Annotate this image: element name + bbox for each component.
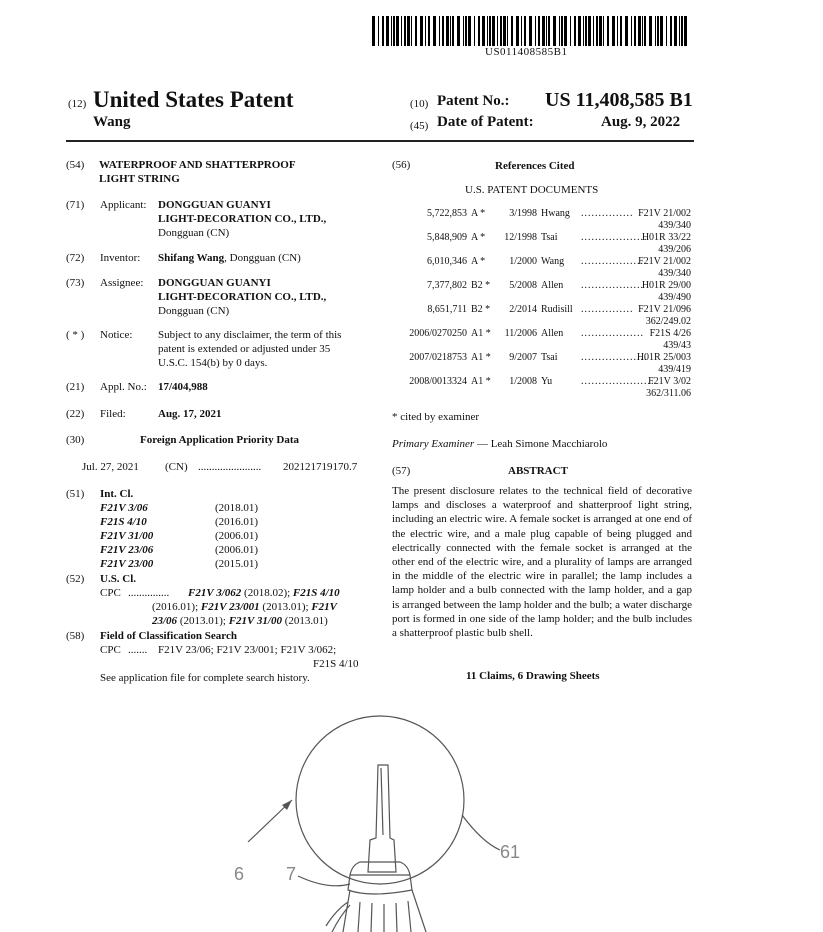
- ref-class: F21S 4/26: [649, 328, 691, 339]
- bulb-neck: [350, 862, 410, 875]
- ref-date: 2/2014: [509, 304, 537, 315]
- ref-kind: A1 *: [471, 352, 491, 363]
- barcode-bar: [404, 16, 406, 46]
- ref-row: [395, 232, 691, 256]
- patent-date: Aug. 9, 2022: [601, 114, 681, 130]
- ref-date: 1/2008: [509, 376, 537, 387]
- ref-date: 1/2000: [509, 256, 537, 267]
- foreign-country: (CN): [165, 461, 188, 473]
- foreign-no: 202121719170.7: [283, 461, 358, 473]
- barcode-bar: [433, 16, 436, 46]
- barcode-bar: [450, 16, 451, 46]
- barcode: [372, 16, 692, 46]
- ref-class-us: 439/43: [663, 340, 691, 351]
- filed-code: (22): [66, 408, 85, 420]
- ref-class-us: 439/340: [658, 220, 691, 231]
- ref-date: 9/2007: [509, 352, 537, 363]
- patent-no: US 11,408,585 B1: [545, 89, 693, 111]
- notice-line2: patent is extended or adjusted under 35: [158, 343, 331, 355]
- barcode-bar: [570, 16, 571, 46]
- assignee-line3: Dongguan (CN): [158, 305, 230, 317]
- header-rule: [66, 140, 694, 142]
- barcode-bar: [634, 16, 636, 46]
- abstract-heading: ABSTRACT: [508, 465, 568, 477]
- inventor-label: Inventor:: [100, 252, 141, 264]
- barcode-bar: [411, 16, 412, 46]
- barcode-bar: [500, 16, 502, 46]
- barcode-bar: [603, 16, 604, 46]
- barcode-bar: [382, 16, 384, 46]
- cpc-class: F21V 3/062: [188, 587, 242, 599]
- barcode-bar: [542, 16, 545, 46]
- field-cpc-label: CPC: [100, 644, 121, 656]
- barcode-bar: [529, 16, 532, 46]
- ref-row: [395, 352, 691, 376]
- inventor-short: Wang: [93, 114, 131, 130]
- ref-dots: ...............: [581, 304, 634, 315]
- patent-type: United States Patent: [93, 87, 294, 112]
- ref-number: 2007/0218753: [409, 352, 467, 363]
- appl-label: Appl. No.:: [100, 381, 147, 393]
- ref-dots: ...............: [581, 208, 634, 219]
- intcl-year: (2015.01): [215, 558, 259, 570]
- barcode-bar: [378, 16, 379, 46]
- ref-kind: A *: [471, 232, 486, 243]
- ref-number: 7,377,802: [427, 280, 467, 291]
- barcode-bar: [489, 16, 491, 46]
- barcode-bar: [617, 16, 618, 46]
- intcl-class: F21V 23/06: [100, 544, 154, 556]
- ref-class-us: 362/249.02: [645, 316, 691, 327]
- barcode-bar: [465, 16, 467, 46]
- barcode-bar: [478, 16, 480, 46]
- barcode-bar: [588, 16, 591, 46]
- ref-class-us: 439/206: [658, 244, 691, 255]
- inventor-place: , Dongguan (CN): [224, 252, 301, 264]
- ref-date: 5/2008: [509, 280, 537, 291]
- bulb-shell: [296, 716, 464, 884]
- ref-class-us: 439/490: [658, 292, 691, 303]
- examiner-line: [392, 437, 607, 451]
- barcode-bar: [625, 16, 628, 46]
- barcode-bar: [638, 16, 641, 46]
- barcode-bar: [583, 16, 584, 46]
- barcode-bar: [482, 16, 485, 46]
- barcode-bar: [420, 16, 423, 46]
- barcode-bar: [620, 16, 622, 46]
- foreign-dots: .......................: [198, 461, 262, 473]
- applicant-label: Applicant:: [100, 199, 147, 211]
- examiner-name: — Leah Simone Macchiarolo: [474, 438, 608, 450]
- applicant-line2: LIGHT-DECORATION CO., LTD.,: [158, 213, 327, 225]
- appl-code: (21): [66, 381, 85, 393]
- title-line2: LIGHT STRING: [99, 173, 180, 185]
- inventor-name: Shifang Wang: [158, 252, 225, 264]
- uscl-heading: U.S. Cl.: [100, 573, 137, 585]
- ref-name: Allen: [541, 280, 564, 291]
- ref-class: H01R 29/00: [641, 280, 691, 291]
- inventor-code: (72): [66, 252, 85, 264]
- barcode-bar: [612, 16, 615, 46]
- barcode-bar: [649, 16, 652, 46]
- date-code: (45): [410, 120, 429, 132]
- cited-by-examiner: * cited by examiner: [392, 411, 480, 423]
- ref-kind: B2 *: [471, 304, 491, 315]
- applicant-line3: Dongguan (CN): [158, 227, 230, 239]
- ref-name: Rudisill: [541, 304, 573, 315]
- ref-number: 5,848,909: [427, 232, 467, 243]
- cpc-class: F21V 23/001: [200, 601, 260, 613]
- ref-number: 2008/0013324: [409, 376, 467, 387]
- barcode-bar: [442, 16, 444, 46]
- barcode-bar: [468, 16, 471, 46]
- claims-sheets: 11 Claims, 6 Drawing Sheets: [466, 670, 600, 682]
- cpc-year: (2018.02);: [241, 587, 293, 599]
- barcode-bar: [457, 16, 460, 46]
- cpc-dots: ...............: [128, 587, 170, 599]
- notice-code: ( * ): [66, 329, 85, 341]
- ref-dots: ..................: [581, 328, 644, 339]
- ref-name: Tsai: [541, 232, 558, 243]
- patent-no-code: (10): [410, 98, 429, 110]
- inventor-line: [158, 251, 301, 265]
- field-dots: .......: [128, 644, 148, 656]
- ref-class: F21V 21/002: [638, 208, 691, 219]
- barcode-bar: [463, 16, 464, 46]
- ref-class: F21V 21/096: [638, 304, 691, 315]
- intcl-year: (2018.01): [215, 502, 259, 514]
- ref-number: 8,651,711: [427, 304, 467, 315]
- abstract-text: The present disclosure relates to the technical field of decorative lamps and discloses a waterproof and shatterproof light string, including an electric wire. A female socket is arranged at one end of the electric wire, and a male plug capable of being plugged and electrically connected with the female socket is arranged at the other end of the electric wire, and a plurality of lamps are arranged in the middle of the electric wire in parallel; the lamp includes a lamp holder and a bulb connected with the lamp holder, and a gap is arranged between the lamp holder and the bulb; a water discharge port is formed in one side of the lamp holder; and the bulb includes a shatterproof plastic bulb shell.: [392, 485, 692, 640]
- barcode-text: US011408585B1: [485, 46, 568, 58]
- examiner-label: Primary Examiner: [392, 438, 475, 450]
- abstract-code: (57): [392, 465, 411, 477]
- lead-61: [462, 815, 500, 850]
- ref-number: 6,010,346: [427, 256, 467, 267]
- barcode-bar: [655, 16, 656, 46]
- barcode-bar: [657, 16, 659, 46]
- ref-row: [395, 256, 691, 280]
- barcode-bar: [548, 16, 550, 46]
- foreign-code: (30): [66, 434, 85, 446]
- barcode-bar: [386, 16, 389, 46]
- ref-kind: A1 *: [471, 376, 491, 387]
- cpc-line2: [152, 600, 337, 614]
- date-label: Date of Patent:: [437, 114, 534, 130]
- barcode-bar: [439, 16, 440, 46]
- barcode-bar: [564, 16, 567, 46]
- field-line1: F21V 23/06; F21V 23/001; F21V 3/062;: [158, 644, 337, 656]
- cpc-year: (2013.01);: [259, 601, 312, 613]
- barcode-bar: [428, 16, 430, 46]
- barcode-bar: [559, 16, 560, 46]
- notice-label: Notice:: [100, 329, 133, 341]
- barcode-bar: [578, 16, 581, 46]
- barcode-bar: [666, 16, 667, 46]
- barcode-bar: [503, 16, 506, 46]
- ref-dots: ..................: [581, 256, 644, 267]
- cpc-class: F21S 4/10: [292, 587, 340, 599]
- ref-date: 3/1998: [509, 208, 537, 219]
- ref-name: Wang: [541, 256, 565, 267]
- cpc-year: (2016.01);: [152, 601, 201, 613]
- ref-date: 11/2006: [504, 328, 537, 339]
- ref-row: [395, 304, 691, 328]
- intcl-class: F21V 31/00: [100, 530, 154, 542]
- intcl-class: F21V 23/00: [100, 558, 154, 570]
- type-code: (12): [68, 98, 87, 110]
- cpc-line1: [188, 586, 340, 600]
- filament-wire: [381, 768, 383, 835]
- ref-row: [395, 328, 691, 352]
- barcode-bar: [446, 16, 449, 46]
- applicant-code: (71): [66, 199, 85, 211]
- ref-class: H01R 33/22: [641, 232, 691, 243]
- ref-name: Hwang: [541, 208, 570, 219]
- barcode-bar: [596, 16, 598, 46]
- intcl-year: (2006.01): [215, 544, 259, 556]
- label-6: 6: [234, 864, 245, 884]
- patent-no-label: Patent No.:: [437, 93, 510, 109]
- barcode-bar: [553, 16, 556, 46]
- field-line2: F21S 4/10: [313, 658, 359, 670]
- refs-heading: References Cited: [495, 160, 575, 172]
- field-see: See application file for complete search history.: [100, 672, 310, 684]
- title-code: (54): [66, 159, 85, 171]
- ref-dots: .....................: [581, 376, 655, 387]
- ref-dots: ...................: [581, 232, 648, 243]
- ref-class: F21V 21/002: [638, 256, 691, 267]
- barcode-bar: [401, 16, 402, 46]
- ref-class: H01R 25/003: [636, 352, 691, 363]
- ref-kind: A *: [471, 208, 486, 219]
- lead-7: [298, 876, 350, 886]
- barcode-bar: [681, 16, 683, 46]
- ref-row: [395, 376, 691, 400]
- barcode-bar: [452, 16, 454, 46]
- barcode-bar: [521, 16, 522, 46]
- cpc-line3: [152, 614, 328, 628]
- ref-dots: ...................: [581, 352, 648, 363]
- field-code: (58): [66, 630, 85, 642]
- barcode-bar: [538, 16, 540, 46]
- ref-kind: B2 *: [471, 280, 491, 291]
- intcl-heading: Int. Cl.: [100, 488, 134, 500]
- socket-ribs: [358, 901, 411, 932]
- barcode-bar: [415, 16, 417, 46]
- barcode-bar: [593, 16, 594, 46]
- foreign-heading: Foreign Application Priority Data: [140, 434, 299, 446]
- barcode-bar: [599, 16, 602, 46]
- intcl-year: (2006.01): [215, 530, 259, 542]
- barcode-bar: [644, 16, 646, 46]
- label-61: 61: [500, 842, 521, 862]
- barcode-bar: [396, 16, 399, 46]
- ref-kind: A *: [471, 256, 486, 267]
- barcode-bar: [407, 16, 410, 46]
- barcode-bar: [631, 16, 632, 46]
- appl-no: 17/404,988: [158, 381, 208, 393]
- intcl-class: F21S 4/10: [100, 516, 147, 528]
- barcode-bar: [607, 16, 609, 46]
- assignee-label: Assignee:: [100, 277, 144, 289]
- assignee-line2: LIGHT-DECORATION CO., LTD.,: [158, 291, 327, 303]
- barcode-bar: [546, 16, 547, 46]
- barcode-bar: [474, 16, 475, 46]
- foreign-date: Jul. 27, 2021: [82, 461, 139, 473]
- ref-row: [395, 280, 691, 304]
- applicant-line1: DONGGUAN GUANYI: [158, 199, 271, 211]
- filed-label: Filed:: [100, 408, 126, 420]
- cpc-label: CPC: [100, 587, 121, 599]
- barcode-bar: [511, 16, 513, 46]
- bulb-drawing: [200, 690, 600, 932]
- refs-code: (56): [392, 159, 411, 171]
- ref-name: Tsai: [541, 352, 558, 363]
- barcode-bar: [393, 16, 395, 46]
- filed-date: Aug. 17, 2021: [158, 408, 222, 420]
- ref-class: F21V 3/02: [648, 376, 691, 387]
- label-7: 7: [286, 864, 297, 884]
- ref-class-us: 439/340: [658, 268, 691, 279]
- barcode-bar: [670, 16, 672, 46]
- ref-row: [395, 208, 691, 232]
- barcode-bar: [585, 16, 587, 46]
- intcl-code: (51): [66, 488, 85, 500]
- barcode-bar: [684, 16, 687, 46]
- field-heading: Field of Classification Search: [100, 630, 237, 642]
- barcode-bar: [660, 16, 663, 46]
- notice-line1: Subject to any disclaimer, the term of this: [158, 329, 342, 341]
- ref-number: 2006/0270250: [409, 328, 467, 339]
- barcode-bar: [574, 16, 576, 46]
- barcode-bar: [679, 16, 680, 46]
- intcl-class: F21V 3/06: [100, 502, 148, 514]
- assignee-code: (73): [66, 277, 85, 289]
- cpc-class: 23/06: [152, 615, 178, 627]
- cpc-class: F21V 31/00: [228, 615, 282, 627]
- title-line1: WATERPROOF AND SHATTERPROOF: [99, 159, 296, 171]
- ref-class-us: 362/311.06: [646, 388, 691, 399]
- cpc-year: (2013.01): [281, 615, 328, 627]
- ref-name: Yu: [541, 376, 553, 387]
- barcode-bar: [524, 16, 526, 46]
- cable-left: [326, 902, 350, 932]
- barcode-bar: [561, 16, 563, 46]
- barcode-bar: [492, 16, 495, 46]
- ref-class-us: 439/419: [658, 364, 691, 375]
- assignee-line1: DONGGUAN GUANYI: [158, 277, 271, 289]
- barcode-bar: [516, 16, 519, 46]
- barcode-bar: [642, 16, 643, 46]
- barcode-bar: [391, 16, 392, 46]
- barcode-bar: [507, 16, 508, 46]
- barcode-bar: [372, 16, 375, 46]
- barcode-bar: [497, 16, 498, 46]
- ref-name: Allen: [541, 328, 564, 339]
- uscl-code: (52): [66, 573, 85, 585]
- refs-sub: U.S. PATENT DOCUMENTS: [465, 184, 599, 196]
- intcl-year: (2016.01): [215, 516, 259, 528]
- barcode-bar: [487, 16, 488, 46]
- ref-dots: ..................: [581, 280, 644, 291]
- cpc-class: F21V: [311, 601, 337, 613]
- cpc-year: (2013.01);: [177, 615, 229, 627]
- notice-line3: U.S.C. 154(b) by 0 days.: [158, 357, 268, 369]
- barcode-bar: [425, 16, 426, 46]
- ref-kind: A1 *: [471, 328, 491, 339]
- barcode-bar: [674, 16, 677, 46]
- ref-number: 5,722,853: [427, 208, 467, 219]
- ref-date: 12/1998: [504, 232, 537, 243]
- barcode-bar: [535, 16, 536, 46]
